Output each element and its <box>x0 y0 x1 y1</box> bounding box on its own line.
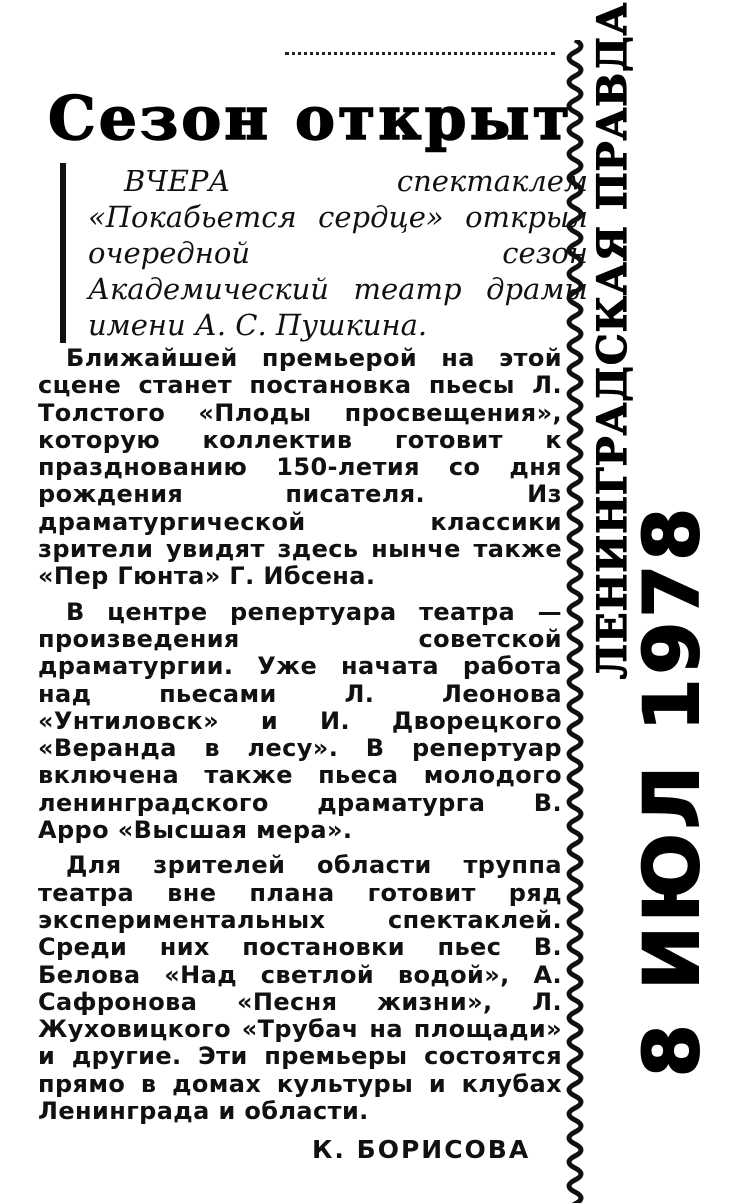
byline: К. БОРИСОВА <box>312 1135 531 1164</box>
side-date-stamp <box>612 503 732 1077</box>
body-paragraph-3: Для зрителей области труппа театра вне плана готовит ряд экспериментальных спектаклей. Среди них постановки пьес В. Белова «Над светлой водой», А. Сафронова «Песня жизни», Л. Жуховицкого «Трубач на площади» и другие. Эти премьеры состоятся прямо в домах культуры и клубах Ленинграда и области. <box>38 851 562 1126</box>
headline: Сезон открыт <box>48 84 573 154</box>
side-masthead-text: ЛЕНИНГРАДСКАЯ ПРАВДА <box>589 1 637 679</box>
binding-chain <box>560 40 590 1203</box>
top-rule <box>285 52 555 58</box>
article-body <box>38 345 562 1133</box>
side-date-text: 8 ИЮЛ 1978 <box>627 503 717 1077</box>
lead-text: ВЧЕРА спектаклем «Покабьется сердце» открыл очередной сезон Академический театр драмы имени А. С. Пушкина. <box>88 164 588 342</box>
lead-paragraph <box>60 163 588 343</box>
body-paragraph-1: Ближайшей премьерой на этой сцене станет постановка пьесы Л. Толстого «Плоды просвещения», которую коллектив готовит к празднованию 150-летия со дня рождения писателя. Из драматургической классики зрители увидят здесь нынче также «Пер Гюнта» Г. Ибсена. <box>38 344 562 591</box>
body-paragraph-2: В центре репертуара театра — произведения советской драматургии. Уже начата работа над пьесами Л. Леонова «Унтиловск» и И. Дворецкого «Веранда в лесу». В репертуар включена также пьеса молодого ленинградского драматурга В. Арро «Высшая мера». <box>38 597 562 845</box>
